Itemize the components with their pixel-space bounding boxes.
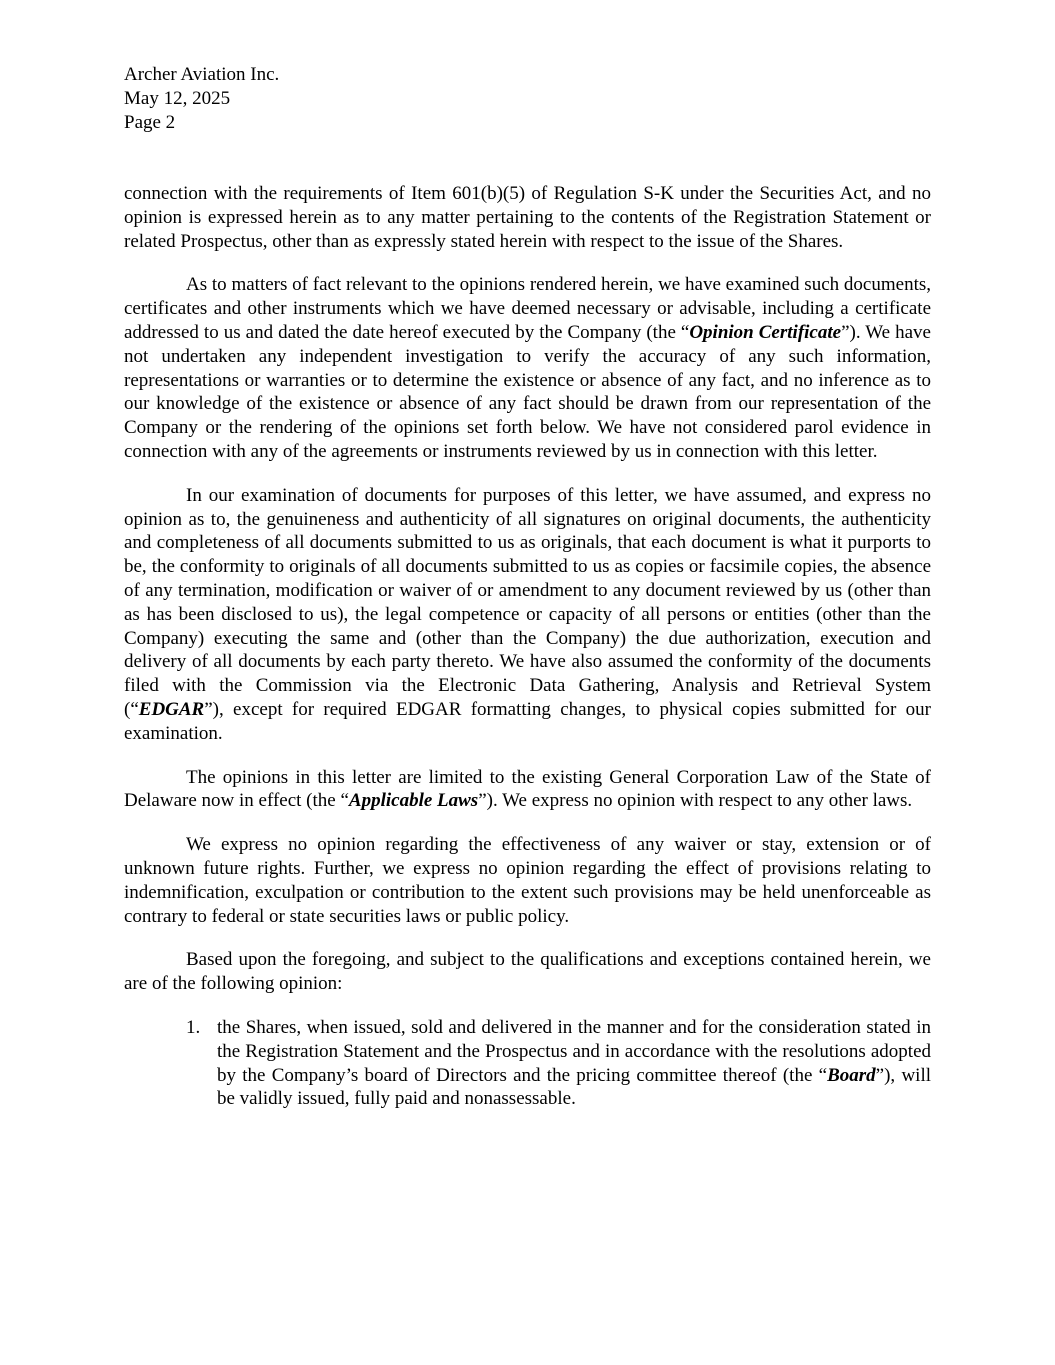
letter-date: May 12, 2025: [124, 88, 231, 109]
paragraph-assumptions: In our examination of documents for purposes of this letter, we have assumed, and express no opinion as to, the genuineness and authenticity of all signatures on original documents, the authenticity and completeness of all documents submitted to us as originals, that each document is what it purports to be, the conformity to originals of all documents submitted to us as copies or facsimile copies, the absence of any termination, modification or waiver of or amendment to any document reviewed by us (other than as has been disclosed to us), the legal competence or capacity of all persons or entities (other than the Company) executing the same and (other than the Company) the due authorization, execution and delivery of all documents by each party thereto. We have also assumed the conformity of the documents filed with the Commission via the Electronic Data Gathering, Analysis and Retrieval System (“EDGAR”), except for required EDGAR formatting changes, to physical copies submitted for our examination.: [124, 484, 931, 744]
paragraph-continuation: connection with the requirements of Item 601(b)(5) of Regulation S-K under the Securities Act, and no opinion is expressed herein as to any matter pertaining to the contents of the Registration Statement or related Prospectus, other than as expressly stated herein with respect to the issue of the Shares.: [124, 183, 931, 252]
paragraph-fact-review: As to matters of fact relevant to the opinions rendered herein, we have examined such documents, certificates and other instruments which we have deemed necessary or advisable, including a certificate addressed to us and dated the date hereof executed by the Company (the “Opinion Certificate”). We have not undertaken any independent investigation to verify the accuracy of any such information, representations or warranties or to determine the existence or absence of any fact, and no inference as to our knowledge of the existence or absence of any fact should be drawn from our representation of the Company or the rendering of the opinions set forth below. We have not considered parol evidence in connection with any of the agreements or instruments reviewed by us in connection with this letter.: [124, 274, 931, 462]
paragraph-based-upon: Based upon the foregoing, and subject to the qualifications and exceptions contained herein, we are of the following opinion:: [124, 949, 931, 995]
defined-term-board: Board: [827, 1064, 876, 1086]
paragraph-applicable-laws: The opinions in this letter are limited to the existing General Corporation Law of the State of Delaware now in effect (the “Applicable Laws”). We express no opinion with respect to any other laws.: [124, 766, 931, 812]
company-name: Archer Aviation Inc.: [124, 64, 280, 85]
opinion-number: 1.: [186, 1016, 201, 1038]
opinion-list: [124, 1016, 931, 1111]
letter-header: [124, 63, 279, 135]
letter-body: [124, 182, 931, 1111]
defined-term-applicable-laws: Applicable Laws: [348, 790, 479, 812]
page-number: Page 2: [124, 112, 176, 133]
opinion-item: 1. the Shares, when issued, sold and delivered in the manner and for the consideration stated in the Registration Statement and the Prospectus and in accordance with the resolutions adopted by the Company’s board of Directors and the pricing committee thereof (the “Board”), will be validly issued, fully paid and nonassessable.: [186, 1016, 931, 1110]
defined-term-edgar: EDGAR: [138, 698, 205, 720]
paragraph-limitations: We express no opinion regarding the effectiveness of any waiver or stay, extension or of unknown future rights. Further, we express no opinion regarding the effect of provisions relating to indemnification, exculpation or contribution to the extent such provisions may be held unenforceable as contrary to federal or state securities laws or public policy.: [124, 834, 931, 927]
defined-term-opinion-certificate: Opinion Certificate: [689, 321, 842, 343]
